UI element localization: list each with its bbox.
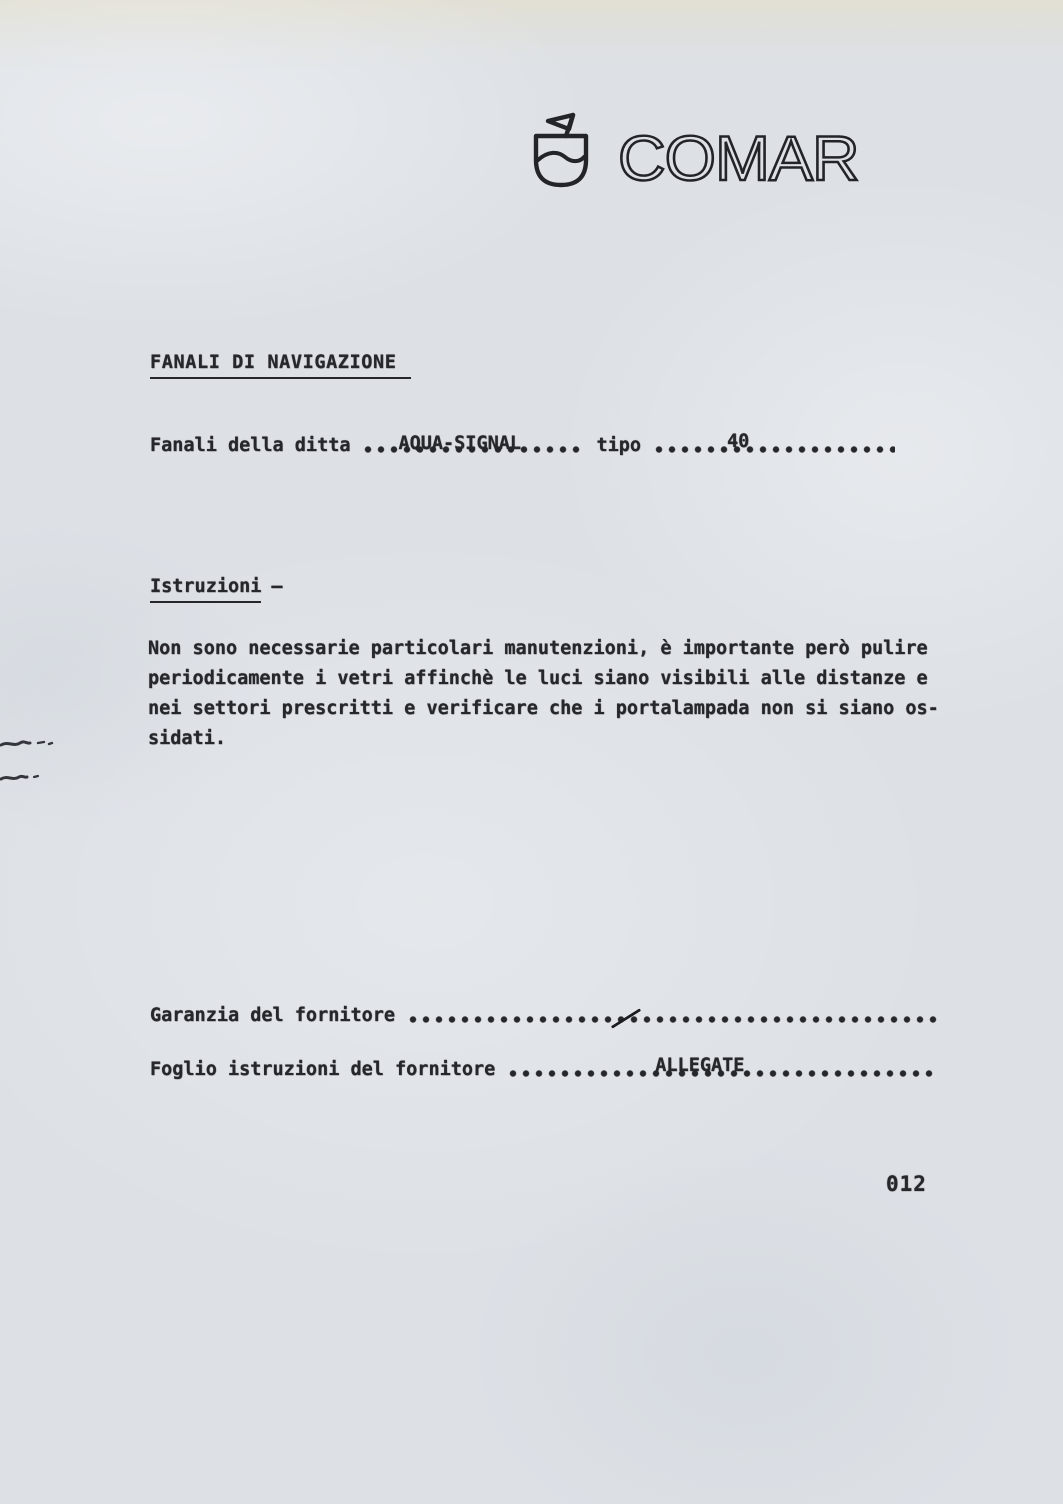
ditta-dotted-fill: [362, 434, 584, 458]
ink-smudge: [0, 770, 52, 789]
ditta-label: Fanali della ditta: [150, 435, 351, 456]
tipo-value: 40: [727, 430, 750, 452]
garanzia-fill-line: [150, 1000, 938, 1028]
tipo-label: tipo: [596, 435, 642, 456]
paragraph-line: Non sono necessarie particolari manutenzioni, è importante però pulire: [148, 638, 928, 659]
foglio-fill-line: [150, 1054, 935, 1082]
ditta-fill-line: [150, 430, 895, 458]
istruzioni-dash: –: [271, 576, 283, 597]
page-number-stamp: 012: [886, 1172, 927, 1196]
istruzioni-paragraph: [148, 634, 978, 754]
comar-logo: [530, 110, 859, 194]
ditta-value: AQUA-SIGNAL: [398, 432, 522, 454]
paragraph-line: periodicamente i vetri affinchè le luci siano visibili alle distanze e: [148, 668, 928, 689]
ink-smudge: [0, 736, 64, 756]
foglio-label: Foglio istruzioni del fornitore: [150, 1059, 496, 1080]
logo-wordmark: COMAR: [618, 122, 859, 194]
istruzioni-title: Istruzioni: [150, 576, 261, 603]
paragraph-line: nei settori prescritti e verificare che i portalampada non si siano os-: [148, 698, 939, 719]
tipo-dotted-fill: [653, 430, 895, 458]
garanzia-dotted-fill: [407, 1004, 938, 1028]
handwritten-check-mark: [611, 1008, 641, 1029]
istruzioni-heading: [150, 576, 283, 597]
shield-flag-icon: [530, 108, 592, 190]
paragraph-line: sidati.: [148, 728, 226, 749]
garanzia-label: Garanzia del fornitore: [150, 1005, 396, 1026]
foglio-dotted-fill: [507, 1054, 935, 1082]
section-title: FANALI DI NAVIGAZIONE: [150, 352, 411, 379]
foglio-value: ALLEGATE: [655, 1054, 745, 1076]
